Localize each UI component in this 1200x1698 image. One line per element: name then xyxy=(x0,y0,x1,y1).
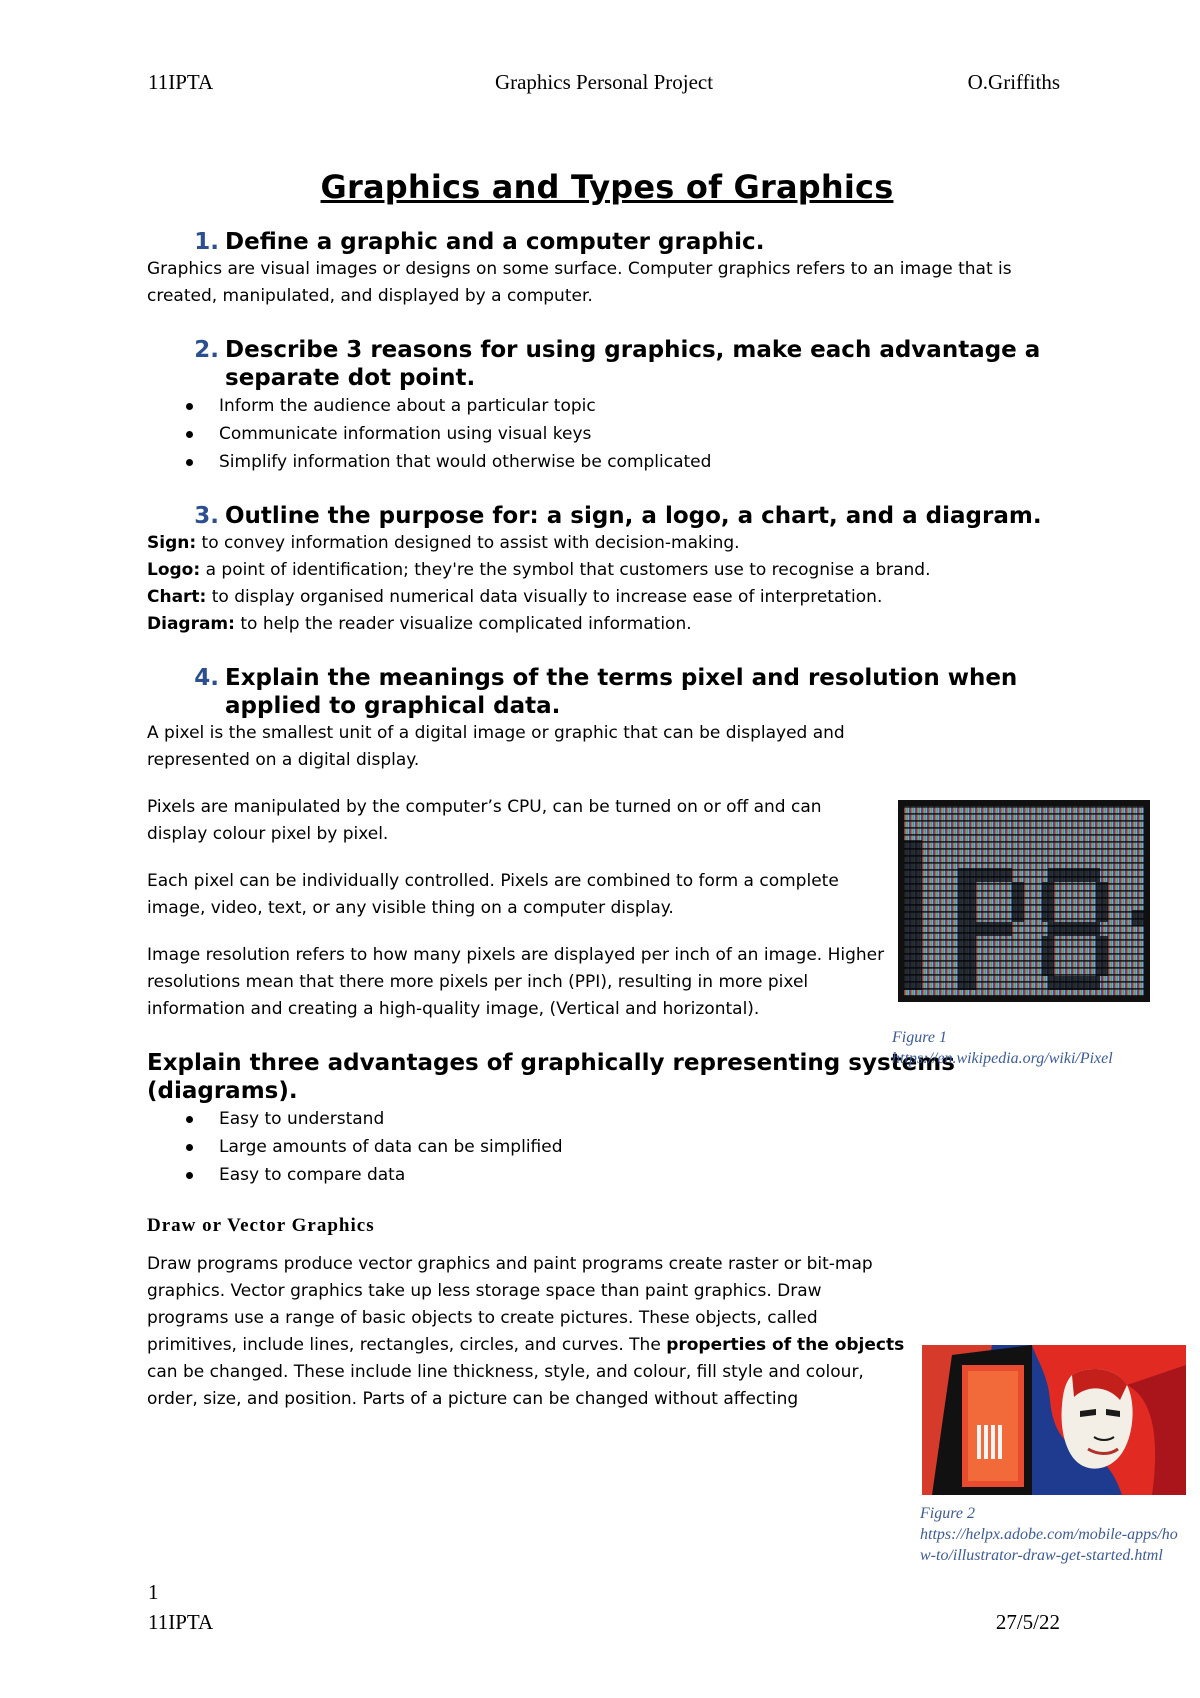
question-3-heading xyxy=(147,502,1067,530)
vector-heading: Draw or Vector Graphics xyxy=(147,1215,375,1236)
definition-logo xyxy=(147,557,1067,584)
pixel-paragraph: A pixel is the smallest unit of a digital image or graphic that can be displayed and represented on a digital display. xyxy=(147,723,845,770)
figure-1-link[interactable]: https://en.wikipedia.org/wiki/Pixel xyxy=(892,1050,1113,1067)
question-3-text: Outline the purpose for: a sign, a logo, a chart, and a diagram. xyxy=(225,503,1042,529)
page-title: Graphics and Types of Graphics xyxy=(320,168,894,206)
header-right: O.Griffiths xyxy=(967,70,1060,94)
definition-text: to convey information designed to assist with decision-making. xyxy=(196,533,740,553)
definition-diagram xyxy=(147,611,1067,638)
definition-term: Sign: xyxy=(147,533,197,553)
pixel-grid-image xyxy=(898,800,1150,1002)
figure-2-caption xyxy=(920,1503,1188,1566)
question-1-answer: Graphics are visual images or designs on some surface. Computer graphics refers to an image that is created, manipulated, and displayed by a computer. xyxy=(147,259,1012,306)
figure-2-link[interactable]: https://helpx.adobe.com/mobile-apps/how-to/illustrator-draw-get-started.html xyxy=(920,1526,1178,1564)
list-item: Communicate information using visual keys xyxy=(147,420,1067,448)
figure-1-caption xyxy=(892,1027,1192,1069)
definition-text: to display organised numerical data visually to increase ease of interpretation. xyxy=(206,587,883,607)
list-item: Large amounts of data can be simplified xyxy=(147,1133,1067,1161)
page-header xyxy=(148,70,1060,100)
advantages-list xyxy=(147,1105,1067,1189)
pixel-paragraph: Pixels are manipulated by the computer’s CPU, can be turned on or off and can display colour pixel by pixel. xyxy=(147,797,822,844)
pixel-paragraph: Each pixel can be individually controlled. Pixels are combined to form a complete image, video, text, or any visible thing on a computer display. xyxy=(147,871,839,918)
vector-bold-text: properties of the objects xyxy=(666,1335,905,1355)
document-body xyxy=(147,168,1067,1413)
definition-term: Diagram: xyxy=(147,614,235,634)
footer-left: 11IPTA xyxy=(148,1610,214,1634)
vector-paragraph xyxy=(147,1251,907,1413)
list-item: Easy to compare data xyxy=(147,1161,1067,1189)
figure-2-label: Figure 2 xyxy=(920,1505,975,1522)
vector-text: can be changed. These include line thickness, style, and colour, fill style and colour, order, size, and position. Parts of a picture can be changed without affecting xyxy=(147,1362,864,1409)
definition-text: to help the reader visualize complicated information. xyxy=(234,614,692,634)
page-number: 1 xyxy=(148,1580,159,1604)
list-item: Inform the audience about a particular topic xyxy=(147,392,1067,420)
list-item: Easy to understand xyxy=(147,1105,1067,1133)
question-1-heading xyxy=(147,228,1067,256)
question-2-heading xyxy=(147,336,1067,392)
illustration-figure xyxy=(922,1345,1186,1495)
question-4-number: 4. xyxy=(194,665,219,691)
definition-text: a point of identification; they're the symbol that customers use to recognise a brand. xyxy=(200,560,931,580)
definition-term: Chart: xyxy=(147,587,207,607)
question-4-heading xyxy=(147,664,1067,720)
question-3-number: 3. xyxy=(194,503,219,529)
definition-sign xyxy=(147,530,1067,557)
figure-1-label: Figure 1 xyxy=(892,1029,947,1046)
advantages-heading: Explain three advantages of graphically representing systems (diagrams). xyxy=(147,1050,955,1104)
definition-term: Logo: xyxy=(147,560,201,580)
list-item: Simplify information that would otherwise be complicated xyxy=(147,448,1067,476)
illustrator-draw-image xyxy=(922,1345,1186,1495)
question-1-number: 1. xyxy=(194,229,219,255)
header-center: Graphics Personal Project xyxy=(494,70,714,94)
question-2-number: 2. xyxy=(194,337,219,363)
header-left: 11IPTA xyxy=(148,70,214,94)
question-2-list xyxy=(147,392,1067,476)
question-1-text: Define a graphic and a computer graphic. xyxy=(225,229,765,255)
resolution-paragraph: Image resolution refers to how many pixels are displayed per inch of an image. Higher resolutions mean that there more pixels per inch (PPI), resulting in more pixel information and creating a high-quality image, (Vertical and horizontal). xyxy=(147,945,885,1019)
question-2-text: Describe 3 reasons for using graphics, make each advantage a separate dot point. xyxy=(225,337,1041,391)
footer-date: 27/5/22 xyxy=(995,1610,1060,1634)
pixel-figure xyxy=(898,800,1150,1002)
vector-text: Draw programs produce vector graphics and paint programs create raster or bit-map graphics. Vector graphics take up less storage space than paint graphics. Draw programs use a range of basic objects to create pictures. These objects, called primitives, include lines, rectangles, circles, and curves. The xyxy=(147,1254,873,1355)
definition-chart xyxy=(147,584,1067,611)
question-4-text: Explain the meanings of the terms pixel and resolution when applied to graphical data. xyxy=(225,665,1018,719)
